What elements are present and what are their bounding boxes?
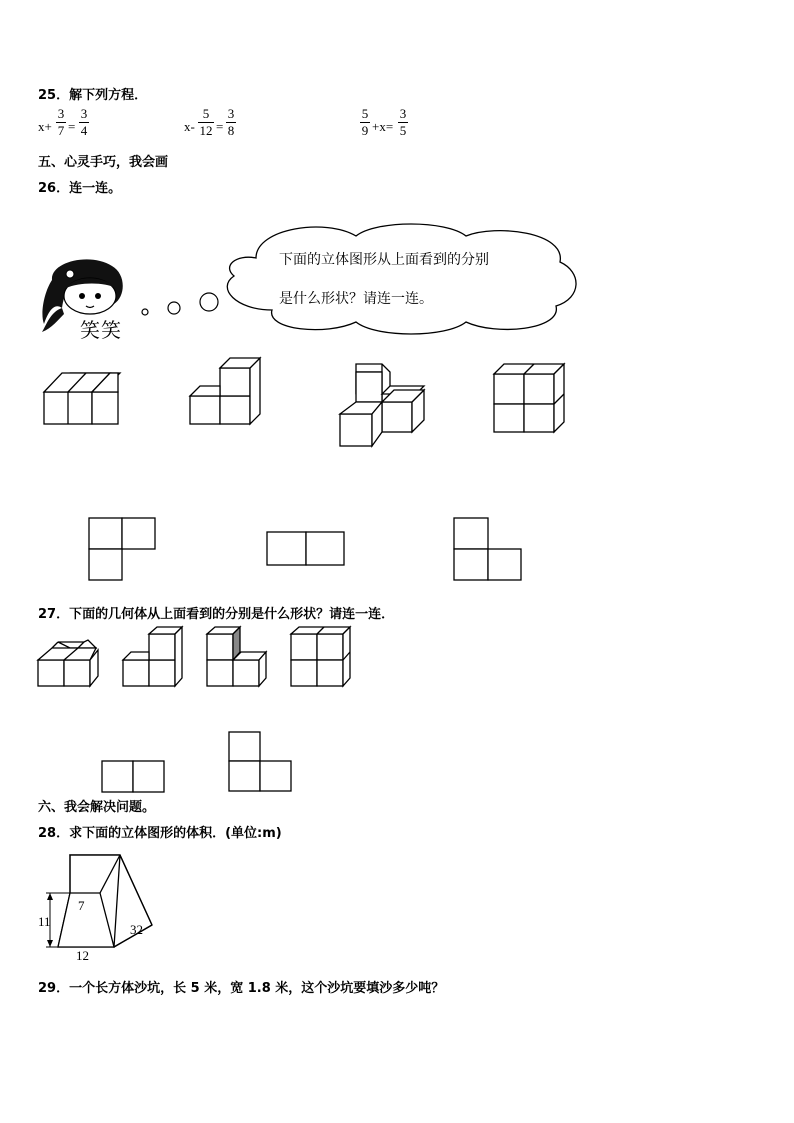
q27-solid-1 bbox=[38, 640, 104, 690]
q26-solid-2 bbox=[188, 352, 268, 432]
eq1-frac1: 3 7 bbox=[57, 106, 65, 138]
eq3-frac2: 3 5 bbox=[399, 106, 407, 138]
q27-topview-2 bbox=[228, 731, 294, 795]
eq1-equals: = bbox=[68, 119, 76, 134]
label-length-32: 32 bbox=[130, 922, 143, 937]
label-height-11: 11 bbox=[38, 914, 51, 929]
character-name: 笑笑 bbox=[80, 318, 122, 342]
label-top-7: 7 bbox=[78, 898, 85, 913]
q26-topview-3 bbox=[453, 517, 523, 583]
eq2-frac1: 5 12 bbox=[199, 106, 213, 138]
eq2-prefix: x- bbox=[184, 119, 195, 134]
q26-solid-3 bbox=[338, 362, 428, 452]
thought-cloud bbox=[216, 218, 586, 338]
eq3-frac1: 5 9 bbox=[361, 106, 369, 138]
bubble-text-line1: 下面的立体图形从上面看到的分别 bbox=[279, 252, 489, 268]
bubble-text-line2: 是什么形状？请连一连。 bbox=[279, 291, 433, 307]
thought-dots bbox=[138, 290, 228, 320]
section5-heading: 五、心灵手巧，我会画 bbox=[38, 155, 169, 170]
section6-heading: 六、我会解决问题。 bbox=[38, 800, 156, 815]
eq3-plus-x-equals: +x= bbox=[372, 119, 394, 134]
q26-topview-1 bbox=[88, 517, 158, 583]
q26-solid-1 bbox=[44, 370, 124, 430]
q28-heading: 28．求下面的立体图形的体积．(单位:m) bbox=[38, 826, 282, 841]
eq2-equals: = bbox=[216, 119, 224, 134]
q27-solid-2 bbox=[122, 626, 188, 692]
q28-trapezoid-prism bbox=[30, 855, 160, 965]
q27-heading: 27．下面的几何体从上面看到的分别是什么形状？请连一连． bbox=[38, 607, 395, 622]
q26-topview-2 bbox=[266, 531, 346, 567]
q26-heading: 26．连一连。 bbox=[38, 181, 122, 196]
q26-solid-4 bbox=[492, 362, 572, 434]
q25-heading: 25．解下列方程． bbox=[38, 88, 148, 103]
q27-solid-3 bbox=[206, 626, 272, 692]
q29-text: 29．一个长方体沙坑，长 5 米，宽 1.8 米，这个沙坑要填沙多少吨？ bbox=[38, 981, 445, 996]
eq1-prefix: x+ bbox=[38, 119, 52, 134]
eq2-frac2: 3 8 bbox=[227, 106, 235, 138]
q27-topview-1 bbox=[101, 760, 167, 794]
q27-solid-4 bbox=[290, 626, 356, 692]
eq1-frac2: 3 4 bbox=[80, 106, 88, 138]
label-bottom-12: 12 bbox=[76, 948, 89, 963]
